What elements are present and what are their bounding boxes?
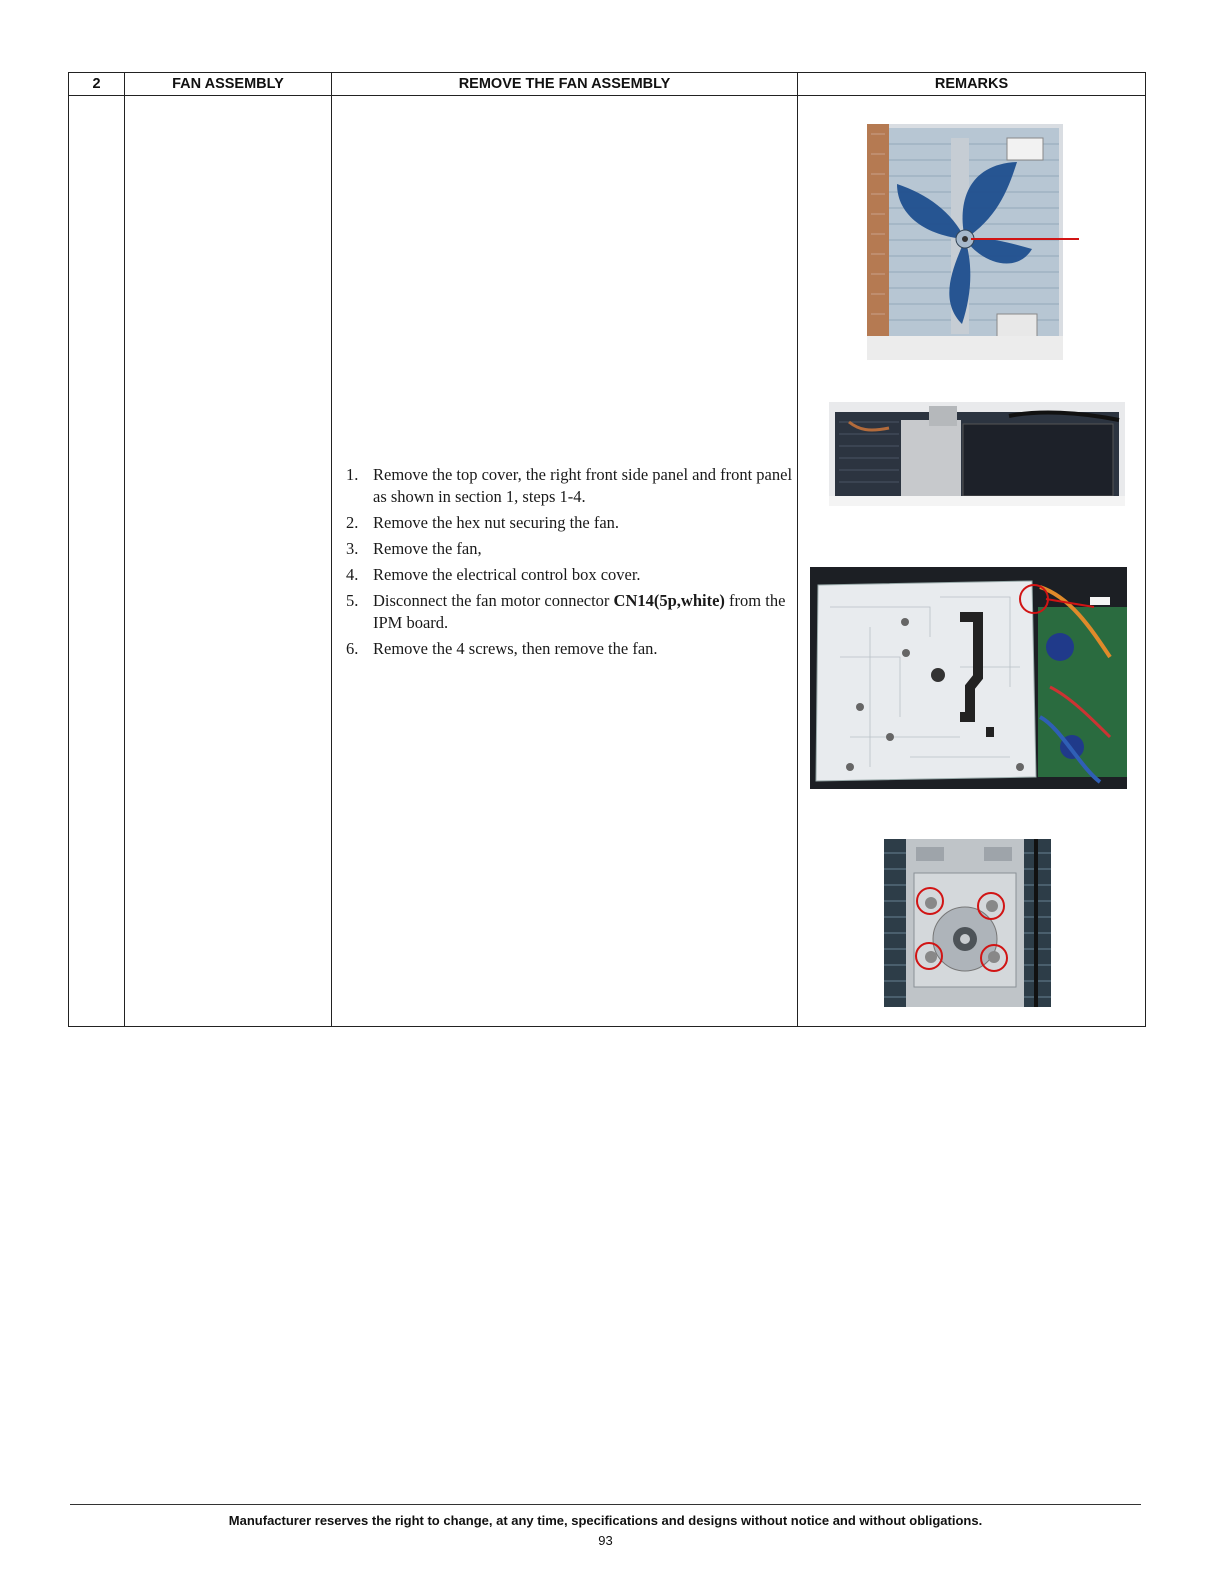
ipm-board-photo bbox=[810, 567, 1127, 789]
table-header-row bbox=[69, 73, 1146, 96]
step-text-after: from the IPM board. bbox=[373, 591, 786, 632]
step-number: 1. bbox=[346, 465, 359, 484]
step-text: Remove the 4 screws, then remove the fan. bbox=[373, 639, 658, 658]
header-remarks: REMARKS bbox=[798, 73, 1146, 96]
header-procedure: REMOVE THE FAN ASSEMBLY bbox=[332, 73, 798, 96]
fan-blade-photo bbox=[867, 124, 1063, 360]
pcb-photo-icon bbox=[810, 567, 1127, 789]
step-item bbox=[346, 538, 796, 560]
header-step-number: 2 bbox=[69, 73, 125, 96]
procedure-steps bbox=[346, 464, 796, 664]
step-number: 5. bbox=[346, 591, 359, 610]
page-number: 93 bbox=[598, 1533, 613, 1548]
connector-name: CN14(5p,white) bbox=[613, 591, 725, 610]
component-cell bbox=[125, 96, 332, 1027]
step-item bbox=[346, 638, 796, 660]
step-number: 3. bbox=[346, 539, 359, 558]
step-text: Remove the top cover, the right front side panel and front panel as shown in section 1, steps 1-4. bbox=[373, 465, 793, 506]
step-number: 6. bbox=[346, 639, 359, 658]
step-number-cell bbox=[69, 96, 125, 1027]
step-text: Remove the hex nut securing the fan. bbox=[373, 513, 620, 532]
step-number: 4. bbox=[346, 565, 359, 584]
step-text-before: Disconnect the fan motor connector bbox=[373, 591, 614, 610]
step-item bbox=[346, 564, 796, 586]
box-photo-icon bbox=[829, 402, 1125, 506]
step-number: 2. bbox=[346, 513, 359, 532]
footer-disclaimer: Manufacturer reserves the right to change, at any time, specifications and designs without notice and without obligations. bbox=[228, 1513, 983, 1528]
step-item bbox=[346, 464, 796, 508]
motor-mount-photo bbox=[884, 839, 1051, 1007]
table-body-row bbox=[69, 96, 1146, 1027]
pointer-line bbox=[1063, 238, 1079, 240]
control-box-photo bbox=[829, 402, 1125, 506]
step-item bbox=[346, 512, 796, 534]
step-text: Remove the fan, bbox=[373, 539, 482, 558]
remarks-cell bbox=[798, 96, 1146, 1027]
step-item bbox=[346, 590, 796, 634]
motor-photo-icon bbox=[884, 839, 1051, 1007]
fan-photo-icon bbox=[867, 124, 1063, 360]
procedure-table bbox=[68, 72, 1146, 1027]
procedure-cell bbox=[332, 96, 798, 1027]
footer-divider bbox=[70, 1504, 1141, 1505]
header-component: FAN ASSEMBLY bbox=[125, 73, 332, 96]
step-text: Remove the electrical control box cover. bbox=[373, 565, 641, 584]
